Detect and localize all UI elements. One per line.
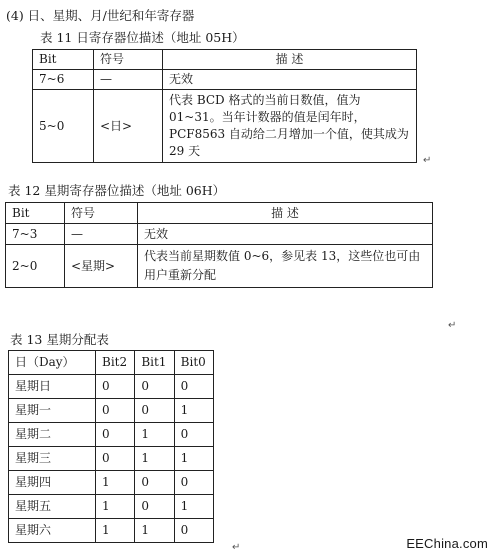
paragraph-mark: ↵ bbox=[423, 155, 432, 166]
cell-bit0: 0 bbox=[174, 471, 213, 495]
header-desc: 描 述 bbox=[163, 50, 417, 70]
cell-day: 星期四 bbox=[9, 471, 96, 495]
cell-day: 星期二 bbox=[9, 423, 96, 447]
cell-bit0: 1 bbox=[174, 399, 213, 423]
table12 bbox=[5, 202, 433, 288]
table-row bbox=[9, 447, 214, 471]
cell-bit0: 0 bbox=[174, 423, 213, 447]
table-row bbox=[9, 471, 214, 495]
cell-day: 星期一 bbox=[9, 399, 96, 423]
cell-bit2: 1 bbox=[96, 495, 135, 519]
header-symbol: 符号 bbox=[65, 203, 138, 224]
cell-bit0: 1 bbox=[174, 447, 213, 471]
table-row bbox=[9, 495, 214, 519]
header-bit: Bit bbox=[33, 50, 94, 70]
cell-desc: 无效 bbox=[138, 224, 433, 245]
cell-bit: 7~6 bbox=[33, 70, 94, 90]
cell-symbol: <星期> bbox=[65, 245, 138, 288]
header-bit0: Bit0 bbox=[174, 351, 213, 375]
cell-bit1: 1 bbox=[135, 447, 174, 471]
cell-symbol: <日> bbox=[94, 90, 163, 163]
cell-bit2: 0 bbox=[96, 399, 135, 423]
table11 bbox=[32, 49, 417, 163]
table-row bbox=[33, 90, 417, 163]
table-header-row bbox=[6, 203, 433, 224]
cell-bit1: 0 bbox=[135, 471, 174, 495]
table-header-row bbox=[9, 351, 214, 375]
cell-bit0: 1 bbox=[174, 495, 213, 519]
cell-symbol: — bbox=[94, 70, 163, 90]
cell-bit1: 0 bbox=[135, 375, 174, 399]
table-row bbox=[9, 423, 214, 447]
paragraph-mark: ↵ bbox=[448, 320, 457, 331]
table12-caption: 表 12 星期寄存器位描述（地址 06H） bbox=[8, 183, 226, 198]
table-header-row bbox=[33, 50, 417, 70]
cell-bit0: 0 bbox=[174, 375, 213, 399]
table-row bbox=[9, 519, 214, 543]
cell-day: 星期六 bbox=[9, 519, 96, 543]
cell-bit1: 1 bbox=[135, 519, 174, 543]
cell-bit: 7~3 bbox=[6, 224, 65, 245]
cell-bit2: 1 bbox=[96, 471, 135, 495]
cell-desc: 代表 BCD 格式的当前日数值，值为 01~31。当年计数器的值是闰年时，PCF8563 自动给二月增加一个值，使其成为 29 天 bbox=[163, 90, 417, 163]
cell-bit1: 1 bbox=[135, 423, 174, 447]
cell-bit2: 0 bbox=[96, 375, 135, 399]
cell-day: 星期日 bbox=[9, 375, 96, 399]
cell-desc: 无效 bbox=[163, 70, 417, 90]
cell-day: 星期三 bbox=[9, 447, 96, 471]
header-day: 日（Day） bbox=[9, 351, 96, 375]
header-bit: Bit bbox=[6, 203, 65, 224]
header-bit2: Bit2 bbox=[96, 351, 135, 375]
paragraph-mark: ↵ bbox=[232, 542, 241, 553]
cell-bit1: 0 bbox=[135, 399, 174, 423]
cell-day: 星期五 bbox=[9, 495, 96, 519]
cell-desc: 代表当前星期数值 0~6，参见表 13，这些位也可由用户重新分配 bbox=[138, 245, 433, 288]
cell-bit: 2~0 bbox=[6, 245, 65, 288]
watermark-logo: EEChina.com bbox=[406, 536, 488, 551]
cell-bit: 5~0 bbox=[33, 90, 94, 163]
cell-bit0: 0 bbox=[174, 519, 213, 543]
table11-caption: 表 11 日寄存器位描述（地址 05H） bbox=[40, 30, 245, 45]
header-bit1: Bit1 bbox=[135, 351, 174, 375]
cell-bit2: 1 bbox=[96, 519, 135, 543]
cell-bit1: 0 bbox=[135, 495, 174, 519]
table13 bbox=[8, 350, 214, 543]
cell-symbol: — bbox=[65, 224, 138, 245]
table13-caption: 表 13 星期分配表 bbox=[10, 332, 109, 347]
table-row bbox=[9, 399, 214, 423]
header-symbol: 符号 bbox=[94, 50, 163, 70]
header-desc: 描 述 bbox=[138, 203, 433, 224]
cell-bit2: 0 bbox=[96, 447, 135, 471]
table-row bbox=[6, 245, 433, 288]
cell-bit2: 0 bbox=[96, 423, 135, 447]
table-row bbox=[9, 375, 214, 399]
section-heading: (4) 日、星期、月/世纪和年寄存器 bbox=[6, 8, 195, 23]
table-row bbox=[6, 224, 433, 245]
table-row bbox=[33, 70, 417, 90]
